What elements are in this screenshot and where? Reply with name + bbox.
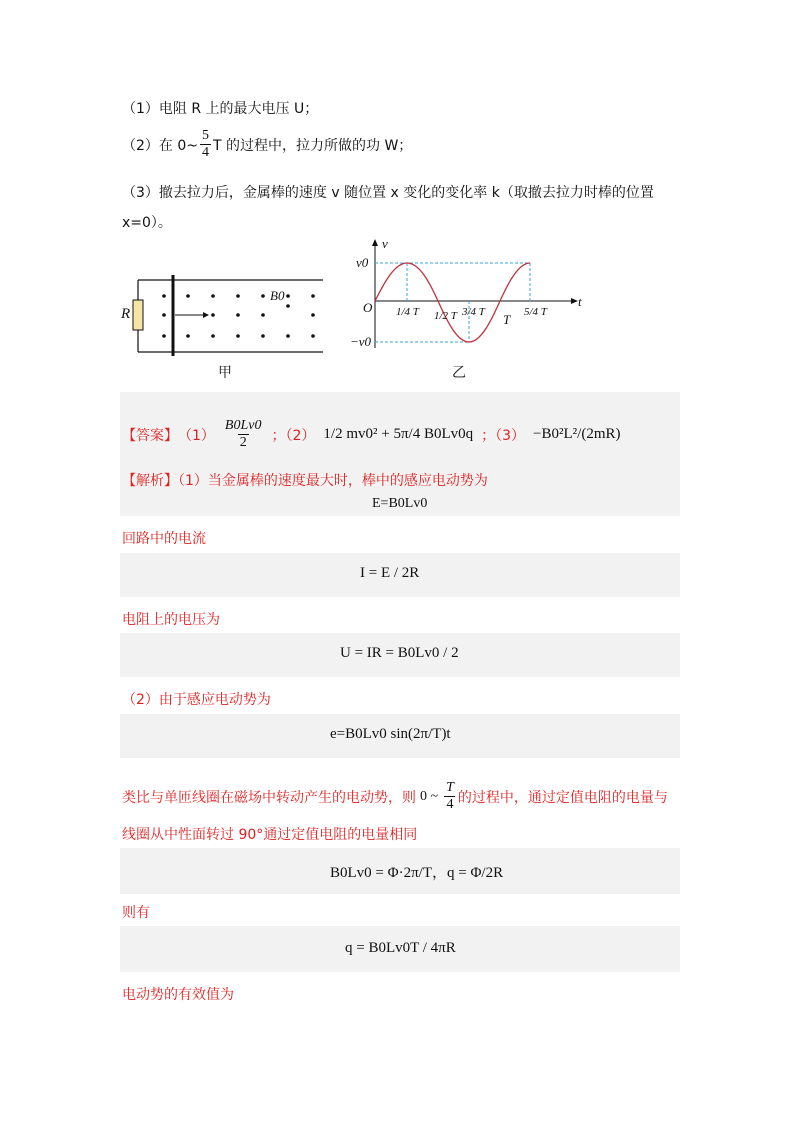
analogy-line1: 类比与单匝线圈在磁场中转动产生的电动势，则 0 ~ $\frac{T}{4}$ 的过程中，通过定值电阻的电量与 — [122, 780, 668, 813]
equation-E: E=B0Lv0 — [372, 496, 428, 511]
answer-sep2: ；（3） — [481, 427, 526, 444]
analysis-intro — [122, 470, 488, 490]
part2-text: （2）由于感应电动势为 — [122, 692, 271, 708]
equation-I: I = E / 2R — [360, 565, 420, 581]
fraction-numerator: 5 — [202, 128, 209, 143]
analogy-fraction: $\frac{T}{4}$ — [446, 780, 454, 813]
rms-text: 电动势的有效值为 — [122, 987, 234, 1003]
equation-U: U = IR = B0Lv0 / 2 — [340, 645, 459, 661]
tick-five-quarter: 5/4 T — [524, 306, 547, 318]
answer-tag: 【答案】 — [122, 427, 178, 444]
answer-1-denominator: 2 — [239, 435, 247, 451]
tick-T: T — [503, 312, 511, 327]
current-text: 回路中的电流 — [122, 531, 206, 547]
analysis-intro-text: （1）当金属棒的速度最大时，棒中的感应电动势为 — [178, 473, 488, 489]
answer-line — [122, 418, 628, 451]
figure-b-caption: 乙 — [452, 365, 466, 381]
analysis-tag: 【解析】 — [122, 473, 178, 489]
equation-q: q = B0Lv0T / 4πR — [345, 940, 456, 956]
answer-sep1: ；（2） — [271, 427, 316, 444]
equation-e: e=B0Lv0 sin(2π/T)t — [330, 726, 451, 742]
answer-2: 1/2 mv0² + 5π/4 B0Lv0q — [323, 426, 474, 443]
then-text: 则有 — [122, 905, 150, 921]
figure-sine-graph — [355, 236, 595, 356]
tick-half: 1/2 T — [434, 310, 457, 322]
fraction-denominator: 4 — [202, 145, 209, 161]
axis-t-label: t — [578, 294, 582, 309]
field-label: B0 — [270, 288, 285, 303]
analogy-post: 的过程中，通过定值电阻的电量与 — [457, 789, 668, 806]
question-2-fraction — [200, 128, 211, 161]
question-2-pre: （2）在 0~ — [122, 137, 198, 154]
tick-three-quarter: 3/4 T — [462, 306, 485, 318]
answer-3: −B0²L²/(2mR) — [533, 426, 621, 443]
origin-label: O — [363, 300, 373, 315]
answer-p1: （1） — [178, 427, 215, 444]
analogy-pre: 类比与单匝线圈在磁场中转动产生的电动势，则 — [122, 789, 416, 806]
question-1: （1）电阻 R 上的最大电压 U； — [122, 101, 319, 117]
answer-1-numerator: B0Lv0 — [224, 418, 262, 433]
analogy-line2: 线圈从中性面转过 90°通过定值电阻的电量相同 — [122, 827, 418, 843]
question-3-line1: （3）撤去拉力后，金属棒的速度 v 随位置 x 变化的变化率 k（取撤去拉力时棒的位置 — [122, 185, 654, 201]
sine-curve — [375, 263, 530, 342]
neg-v0-label: −v0 — [350, 334, 372, 349]
question-2-post: T 的过程中，拉力所做的功 W； — [213, 137, 413, 154]
v0-label: v0 — [356, 255, 369, 270]
figure-a-caption: 甲 — [218, 365, 232, 381]
equation-phi: B0Lv0 = Φ·2π/T，q = Φ/2R — [330, 865, 504, 881]
voltage-text: 电阻上的电压为 — [122, 612, 220, 628]
tick-quarter: 1/4 T — [396, 306, 419, 318]
question-2 — [122, 128, 412, 161]
resistor-label: R — [121, 306, 131, 322]
axis-v-label: v — [382, 236, 388, 251]
answer-1-fraction — [223, 418, 264, 451]
question-3-line2: x=0）。 — [122, 215, 172, 231]
